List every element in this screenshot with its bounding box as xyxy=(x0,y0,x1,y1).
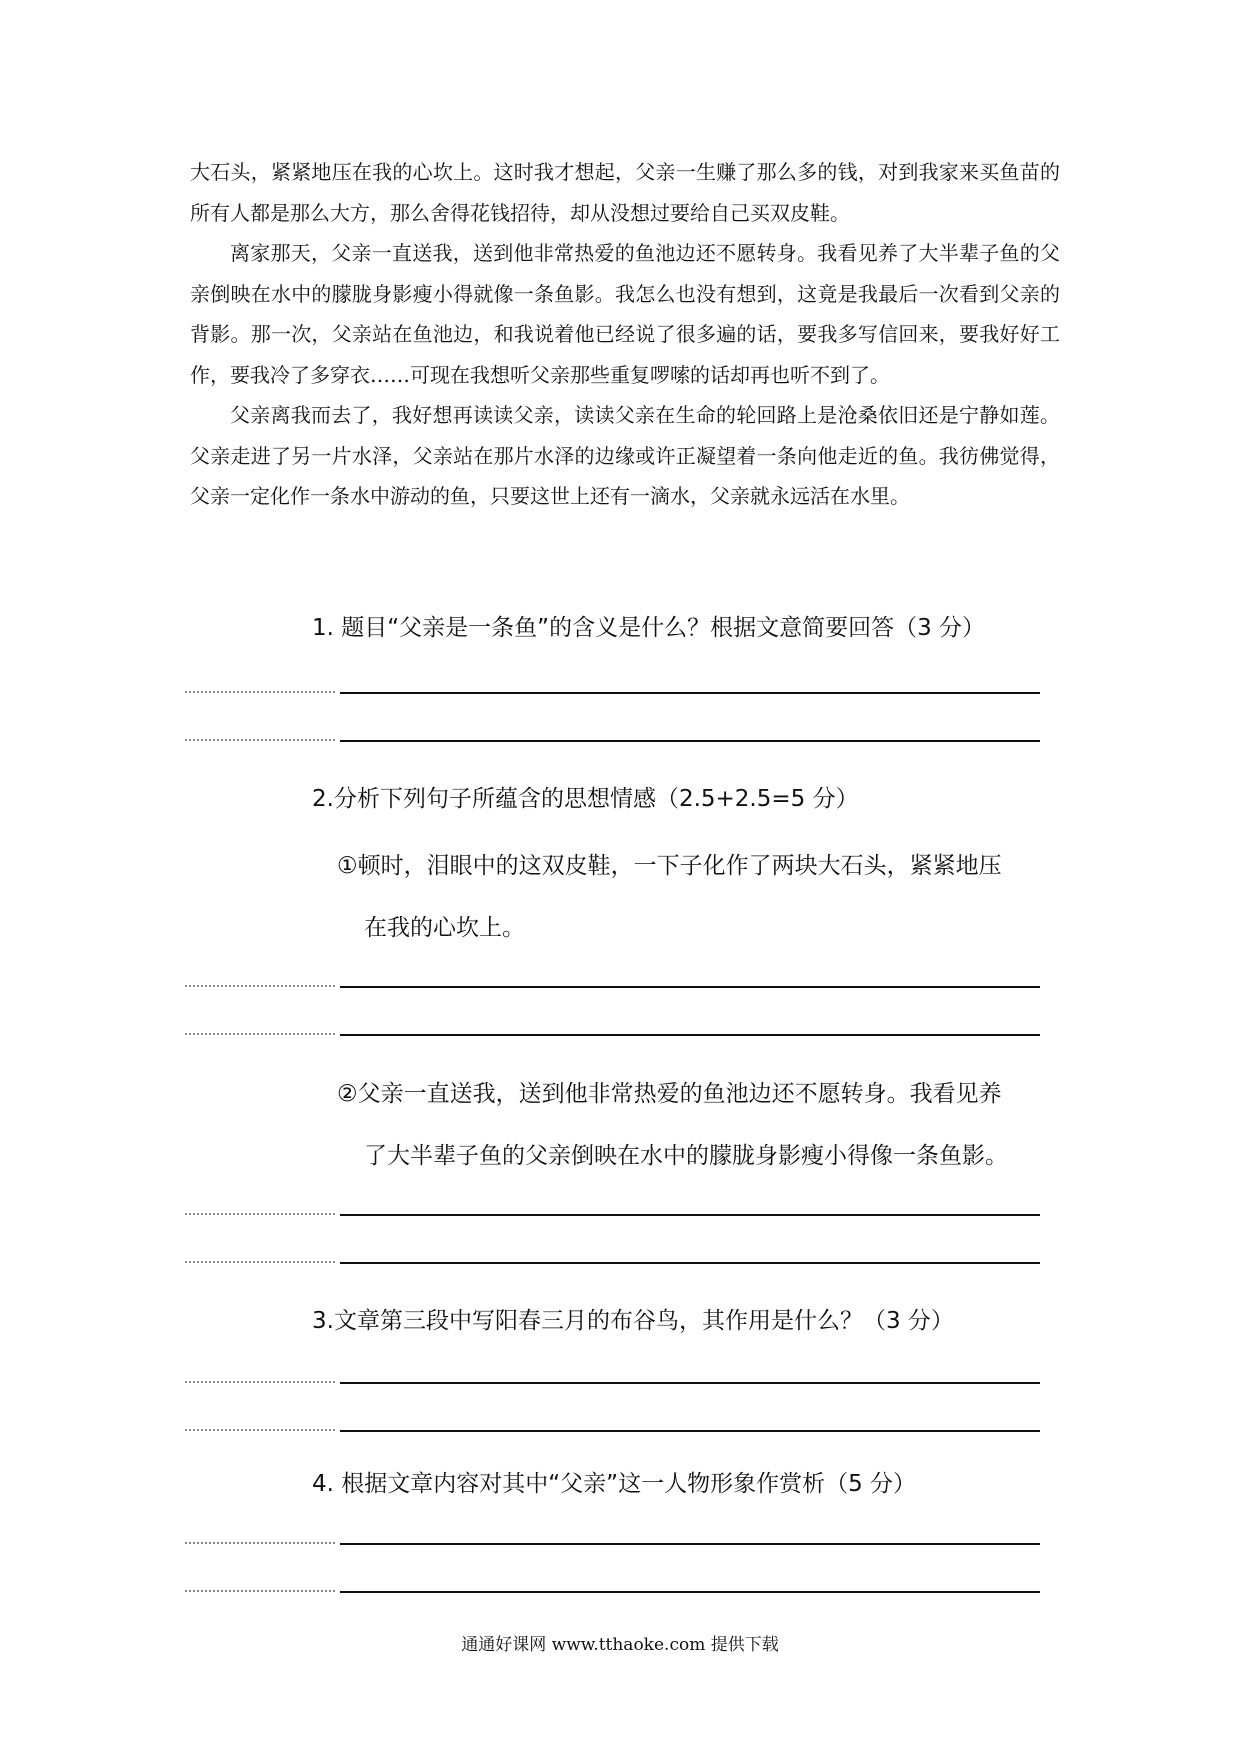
dotted-leader xyxy=(185,1213,335,1215)
question-2-sentence-1 xyxy=(337,835,1062,959)
sentence-line: ②父亲一直送我，送到他非常热爱的鱼池边还不愿转身。我看见养 xyxy=(337,1081,1002,1107)
answer-line[interactable] xyxy=(185,1533,1040,1553)
dotted-leader xyxy=(185,1542,335,1544)
answer-line[interactable] xyxy=(185,976,1040,996)
dotted-leader xyxy=(185,1590,335,1592)
answer-rule xyxy=(340,1382,1040,1384)
passage-paragraph: 离家那天，父亲一直送我，送到他非常热爱的鱼池边还不愿转身。我看见养了大半辈子鱼的父亲倒映在水中的朦胧身影瘦小得就像一条鱼影。我怎么也没有想到，这竟是我最后一次看到父亲的背影。那一次，父亲站在鱼池边，和我说着他已经说了很多遍的话，要我多写信回来，要我好好工作，要我冷了多穿衣……可现在我想听父亲那些重复啰嗦的话却再也听不到了。 xyxy=(190,241,1060,387)
question-1: 1. 题目“父亲是一条鱼”的含义是什么？根据文意简要回答（3 分） xyxy=(312,615,986,641)
answer-rule xyxy=(340,986,1040,988)
answer-line[interactable] xyxy=(185,1204,1040,1224)
question-4: 4. 根据文章内容对其中“父亲”这一人物形象作赏析（5 分） xyxy=(312,1471,917,1497)
answer-rule xyxy=(340,1543,1040,1545)
answer-rule xyxy=(340,692,1040,694)
answer-line[interactable] xyxy=(185,1252,1040,1272)
answer-rule xyxy=(340,1430,1040,1432)
answer-line[interactable] xyxy=(185,730,1040,750)
reading-passage xyxy=(190,152,1060,517)
answer-rule xyxy=(340,1591,1040,1593)
dotted-leader xyxy=(185,1429,335,1431)
question-2-sentence-2 xyxy=(337,1063,1062,1187)
sentence-line: 在我的心坎上。 xyxy=(364,915,525,941)
question-3: 3.文章第三段中写阳春三月的布谷鸟，其作用是什么？（3 分） xyxy=(312,1308,954,1334)
answer-rule xyxy=(340,1034,1040,1036)
answer-line[interactable] xyxy=(185,1581,1040,1601)
passage-paragraph: 父亲离我而去了，我好想再读读父亲，读读父亲在生命的轮回路上是沧桑依旧还是宁静如莲。父亲走进了另一片水泽，父亲站在那片水泽的边缘或许正凝望着一条向他走近的鱼。我彷佛觉得，父亲一定化作一条水中游动的鱼，只要这世上还有一滴水，父亲就永远活在水里。 xyxy=(190,403,1060,508)
dotted-leader xyxy=(185,1381,335,1383)
dotted-leader xyxy=(185,1033,335,1035)
dotted-leader xyxy=(185,1261,335,1263)
dotted-leader xyxy=(185,985,335,987)
passage-paragraph: 大石头，紧紧地压在我的心坎上。这时我才想起，父亲一生赚了那么多的钱，对到我家来买鱼苗的所有人都是那么大方，那么舍得花钱招待，却从没想过要给自己买双皮鞋。 xyxy=(190,160,1060,225)
answer-rule xyxy=(340,740,1040,742)
dotted-leader xyxy=(185,739,335,741)
answer-line[interactable] xyxy=(185,1372,1040,1392)
question-2: 2.分析下列句子所蕴含的思想情感（2.5+2.5=5 分） xyxy=(312,786,859,812)
answer-line[interactable] xyxy=(185,1420,1040,1440)
sentence-line: ①顿时，泪眼中的这双皮鞋，一下子化作了两块大石头，紧紧地压 xyxy=(337,853,1002,879)
answer-line[interactable] xyxy=(185,682,1040,702)
answer-rule xyxy=(340,1262,1040,1264)
answer-line[interactable] xyxy=(185,1024,1040,1044)
page-footer: 通通好课网 www.tthaoke.com 提供下载 xyxy=(461,1635,779,1655)
sentence-line: 了大半辈子鱼的父亲倒映在水中的朦胧身影瘦小得像一条鱼影。 xyxy=(364,1143,1008,1169)
dotted-leader xyxy=(185,691,335,693)
answer-rule xyxy=(340,1214,1040,1216)
